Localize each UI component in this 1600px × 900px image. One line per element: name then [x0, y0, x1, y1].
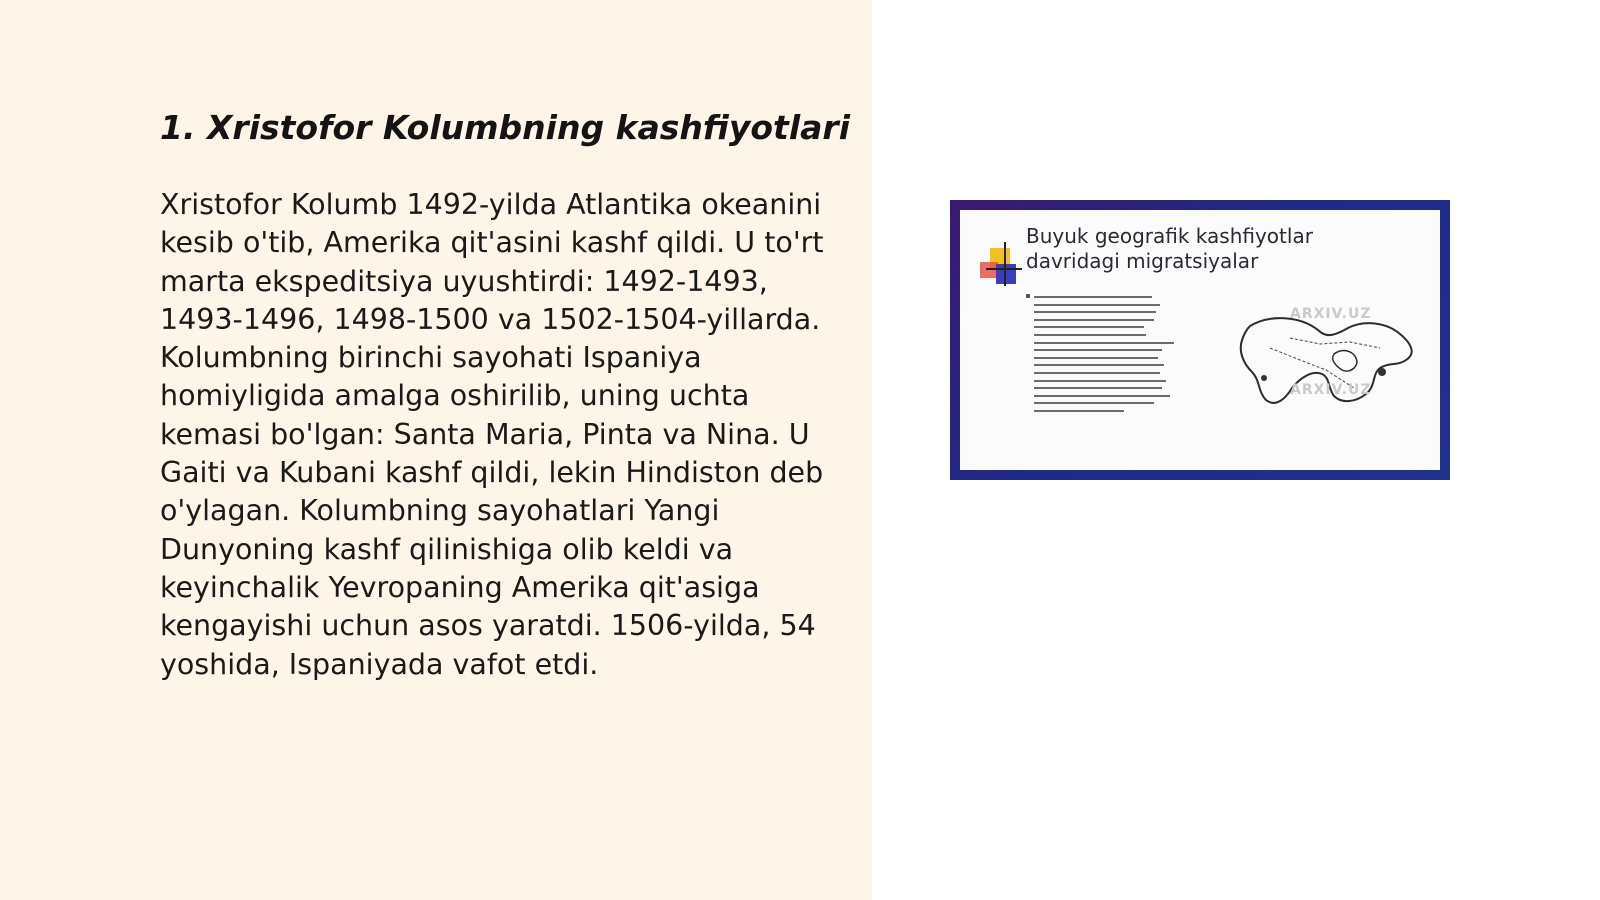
slide-picture: [950, 200, 1450, 480]
picture-content: [960, 210, 1440, 470]
watermark-text: ARXIV.UZ: [1290, 382, 1372, 398]
world-map-icon: [1230, 308, 1430, 418]
slide-body-text: Xristofor Kolumb 1492-yilda Atlantika okeanini kesib o'tib, Amerika qit'asini kashf qildi. U to'rt marta ekspeditsiya uyushtirdi: 1492-1493, 1493-1496, 1498-1500 va 1502-1504-yillarda. Kolumbning birinchi sayohati Ispaniya homiyligida amalga oshirilib, uning uchta kemasi bo'lgan: Santa Maria, Pinta va Nina. U Gaiti va Kubani kashf qildi, lekin Hindiston deb o'ylagan. Kolumbning sayohatlari Yangi Dunyoning kashf qilinishiga olib keldi va keyinchalik Yevropaning Amerika qit'asiga kengayishi uchun asos yaratdi. 1506-yilda, 54 yoshida, Ispaniyada vafot etdi.: [160, 188, 824, 681]
watermark-text: ARXIV.UZ: [1290, 306, 1372, 322]
picture-title: Buyuk geografik kashfiyotlar davridagi migratsiyalar: [1026, 224, 1313, 273]
picture-bullet-text: [1034, 296, 1184, 418]
slide-title: 1. Xristofor Kolumbning kashfiyotlari: [160, 108, 851, 147]
picture-logo-icon: [980, 248, 1020, 290]
